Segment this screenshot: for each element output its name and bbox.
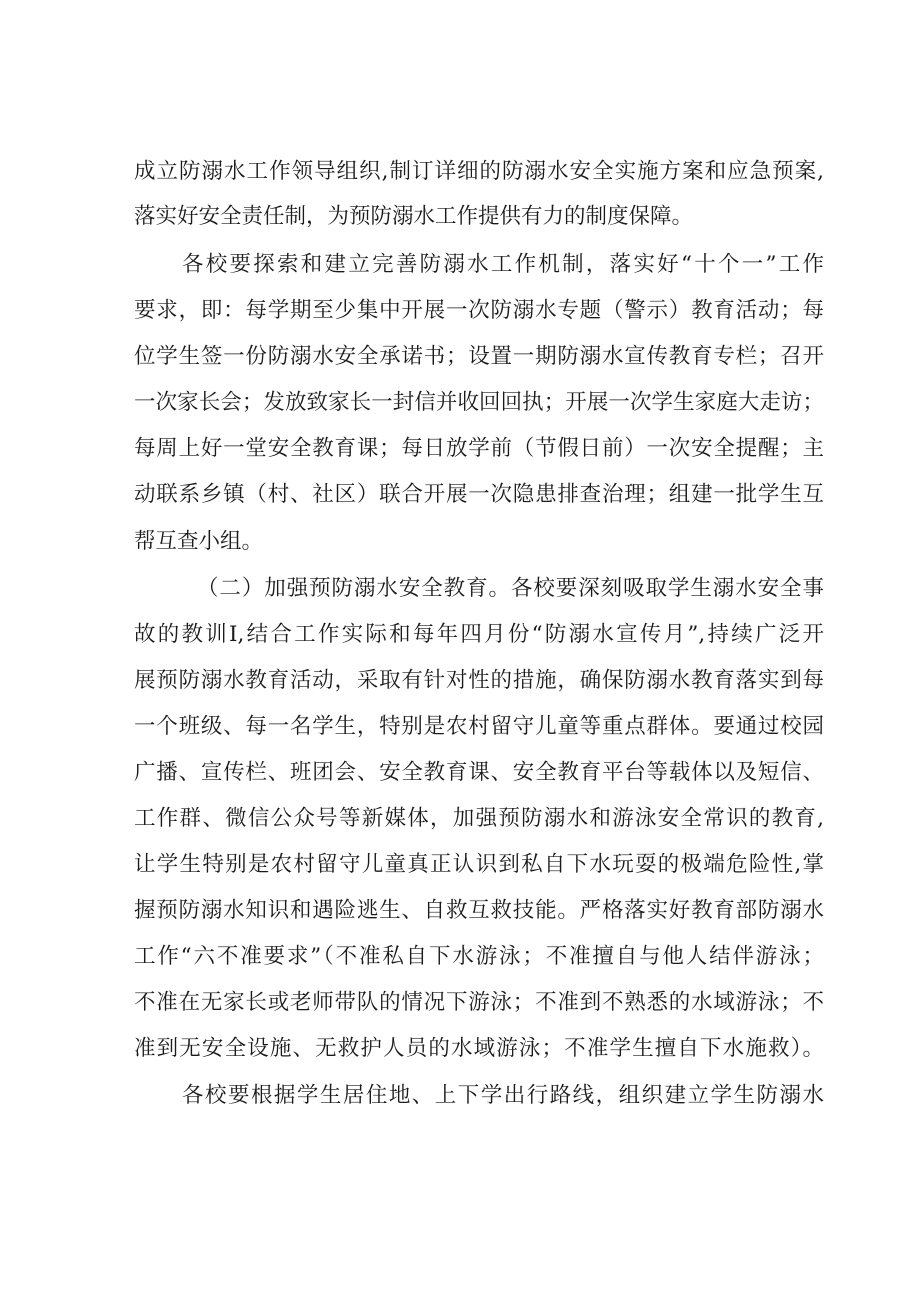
paragraph-2-line-6: 动联系乡镇（村、社区）联合开展一次隐患排查治理；组建一批学生互	[134, 482, 824, 507]
paragraph-1-line-1: 成立防溺水工作领导组织,制订详细的防溺水安全实施方案和应急预案,	[134, 159, 824, 184]
paragraph-1-line-2: 落实好安全责任制，为预防溺水工作提供有力的制度保障。	[134, 204, 694, 229]
paragraph-3-line-6: 工作群、微信公众号等新媒体，加强预防溺水和游泳安全常识的教育,	[134, 806, 824, 831]
paragraph-3-line-2: 故的教训I,结合工作实际和每年四月份“防溺水宣传月”,持续广泛开	[134, 622, 824, 647]
paragraph-4-line-1: 各校要根据学生居住地、上下学出行路线，组织建立学生防溺水	[182, 1083, 824, 1108]
paragraph-2-line-7: 帮互查小组。	[134, 529, 264, 554]
paragraph-3-line-5: 广播、宣传栏、班团会、安全教育课、安全教育平台等载体以及短信、	[134, 760, 824, 785]
paragraph-3-line-10: 不准在无家长或老师带队的情况下游泳；不准到不熟悉的水域游泳；不	[134, 990, 824, 1015]
paragraph-2-line-5: 每周上好一堂安全教育课；每日放学前（节假日前）一次安全提醒；主	[134, 436, 824, 461]
paragraph-3-line-4: 一个班级、每一名学生，特别是农村留守儿童等重点群体。要通过校园	[134, 714, 824, 739]
paragraph-2-line-2: 要求，即：每学期至少集中开展一次防溺水专题（警示）教育活动；每	[134, 298, 824, 323]
paragraph-3-line-1: （二）加强预防溺水安全教育。各校要深刻吸取学生溺水安全事	[197, 576, 824, 601]
paragraph-3-line-8: 握预防溺水知识和遇险逃生、自救互救技能。严格落实好教育部防溺水	[134, 898, 824, 923]
paragraph-3-line-9: 工作“六不准要求”（不准私自下水游泳；不准擅自与他人结伴游泳；	[134, 944, 824, 969]
paragraph-2-line-4: 一次家长会；发放致家长一封信并收回回执；开展一次学生家庭大走访；	[134, 390, 824, 415]
paragraph-2-line-1: 各校要探索和建立完善防溺水工作机制，落实好“十个一”工作	[182, 252, 824, 277]
paragraph-3-line-3: 展预防溺水教育活动，采取有针对性的措施，确保防溺水教育落实到每	[134, 668, 824, 693]
paragraph-3-line-7: 让学生特别是农村留守儿童真正认识到私自下水玩耍的极端危险性,掌	[134, 852, 824, 877]
paragraph-2-line-3: 位学生签一份防溺水安全承诺书；设置一期防溺水宣传教育专栏；召开	[134, 344, 824, 369]
paragraph-3-line-11: 准到无安全设施、无救护人员的水域游泳；不准学生擅自下水施救）。	[134, 1036, 824, 1061]
